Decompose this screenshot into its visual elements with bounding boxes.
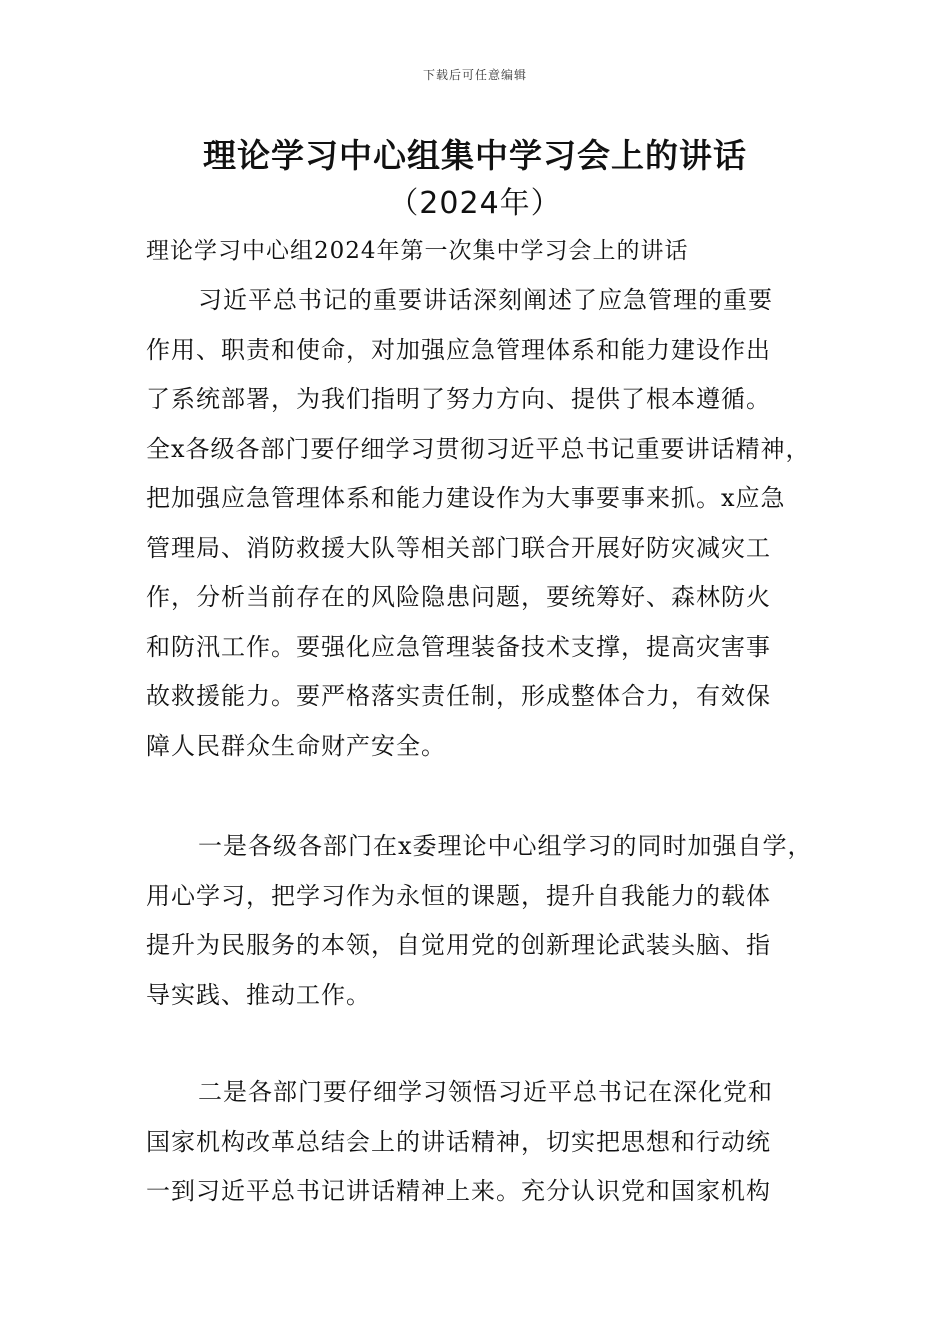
paragraph-point-one	[146, 822, 814, 1020]
document-subtitle: 理论学习中心组2024年第一次集中学习会上的讲话	[146, 238, 689, 264]
paragraph-line: 二是各部门要仔细学习领悟习近平总书记在深化党和	[198, 1078, 773, 1106]
paragraph-line: 用心学习，把学习作为永恒的课题，提升自我能力的载体	[146, 881, 771, 910]
document-title-year: （2024年）	[388, 186, 562, 221]
paragraph-line: 作，分析当前存在的风险隐患问题，要统筹好、森林防火	[146, 583, 771, 611]
paragraph-line: 一是各级各部门在x委理论中心组学习的同时加强自学，	[198, 832, 813, 860]
document-title: 理论学习中心组集中学习会上的讲话	[203, 136, 747, 175]
paragraph-line: 作用、职责和使命，对加强应急管理体系和能力建设作出	[146, 335, 771, 364]
header-note: 下载后可任意编辑	[422, 68, 527, 82]
paragraph-line: 了系统部署，为我们指明了努力方向、提供了根本遵循。	[146, 385, 771, 413]
paragraph-line: 习近平总书记的重要讲话深刻阐述了应急管理的重要	[198, 286, 773, 314]
paragraph-line: 管理局、消防救援大队等相关部门联合开展好防灾减灾工	[146, 533, 771, 562]
paragraph-line: 全x各级各部门要仔细学习贯彻习近平总书记重要讲话精神，	[146, 434, 811, 463]
paragraph-line: 障人民群众生命财产安全。	[146, 731, 446, 760]
paragraph-line: 把加强应急管理体系和能力建设作为大事要事来抓。x应急	[146, 484, 786, 512]
paragraph-point-two	[146, 1068, 814, 1217]
paragraph-line: 故救援能力。要严格落实责任制，形成整体合力，有效保	[146, 682, 771, 710]
paragraph-line: 一到习近平总书记讲话精神上来。充分认识党和国家机构	[146, 1177, 771, 1205]
paragraph-intro	[146, 276, 814, 771]
paragraph-line: 和防汛工作。要强化应急管理装备技术支撑，提高灾害事	[146, 632, 771, 661]
paragraph-line: 国家机构改革总结会上的讲话精神，切实把思想和行动统	[146, 1127, 771, 1156]
paragraph-line: 提升为民服务的本领，自觉用党的创新理论武装头脑、指	[146, 931, 771, 959]
paragraph-line: 导实践、推动工作。	[146, 980, 371, 1009]
